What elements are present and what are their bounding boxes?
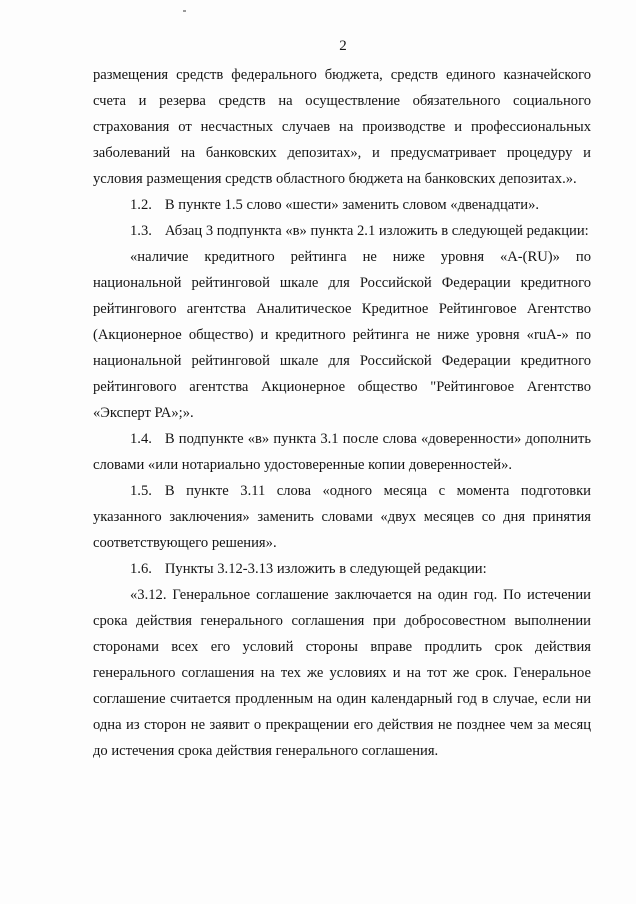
paragraph-1-5 bbox=[93, 478, 591, 556]
paragraph-intro: размещения средств федерального бюджета, средств единого казначейского счета и резерва средств на осуществление обязательного социального страхования от несчастных случаев на производстве и профессиональных заболеваний на банковских депозитах», и предусматривает процедуру и условия размещения средств областного бюджета на банковских депозитах.». bbox=[93, 67, 591, 187]
item-text: В пункте 1.5 слово «шести» заменить словом «двенадцати». bbox=[164, 197, 540, 213]
item-number: 1.4. bbox=[130, 431, 152, 447]
item-text: В пункте 3.11 слова «одного месяца с момента подготовки указанного заключения» заменить словами «двух месяцев со дня принятия соответствующего решения». bbox=[93, 483, 591, 551]
scan-speck bbox=[183, 10, 186, 12]
item-number: 1.3. bbox=[130, 223, 152, 239]
quote-general-agreement: «3.12. Генеральное соглашение заключается на один год. По истечении срока действия генерального соглашения при добросовестном выполнении сторонами всех его условий стороны вправе продлить срок действия генерального соглашения на тех же условиях и на тот же срок. Генеральное соглашение считается продленным на один календарный год в случае, если ни одна из сторон не заявит о прекращении его действия не позднее чем за месяц до истечения срока действия генерального соглашения. bbox=[93, 587, 591, 759]
page-number: 2 bbox=[339, 38, 347, 54]
item-number: 1.6. bbox=[130, 561, 152, 577]
paragraph-1-4 bbox=[93, 426, 591, 478]
paragraph-1-3 bbox=[93, 218, 591, 244]
quote-rating-requirement: «наличие кредитного рейтинга не ниже уровня «A-(RU)» по национальной рейтинговой шкале для Российской Федерации кредитного рейтингового агентства Аналитическое Кредитное Рейтинговое Агентство (Акционерное общество) и кредитного рейтинга не ниже уровня «ruA-» по национальной рейтинговой шкале для Российской Федерации кредитного рейтингового агентства Акционерное общество "Рейтинговое Агентство «Эксперт РА»;». bbox=[93, 249, 591, 421]
item-number: 1.2. bbox=[130, 197, 152, 213]
paragraph-1-6 bbox=[93, 556, 591, 582]
item-text: Пункты 3.12-3.13 изложить в следующей редакции: bbox=[164, 561, 487, 577]
item-text: Абзац 3 подпункта «в» пункта 2.1 изложить в следующей редакции: bbox=[164, 223, 589, 239]
item-number: 1.5. bbox=[130, 483, 152, 499]
document-body bbox=[93, 62, 591, 764]
item-text: В подпункте «в» пункта 3.1 после слова «доверенности» дополнить словами «или нотариально удостоверенные копии доверенностей». bbox=[93, 431, 591, 473]
paragraph-1-2 bbox=[93, 192, 591, 218]
